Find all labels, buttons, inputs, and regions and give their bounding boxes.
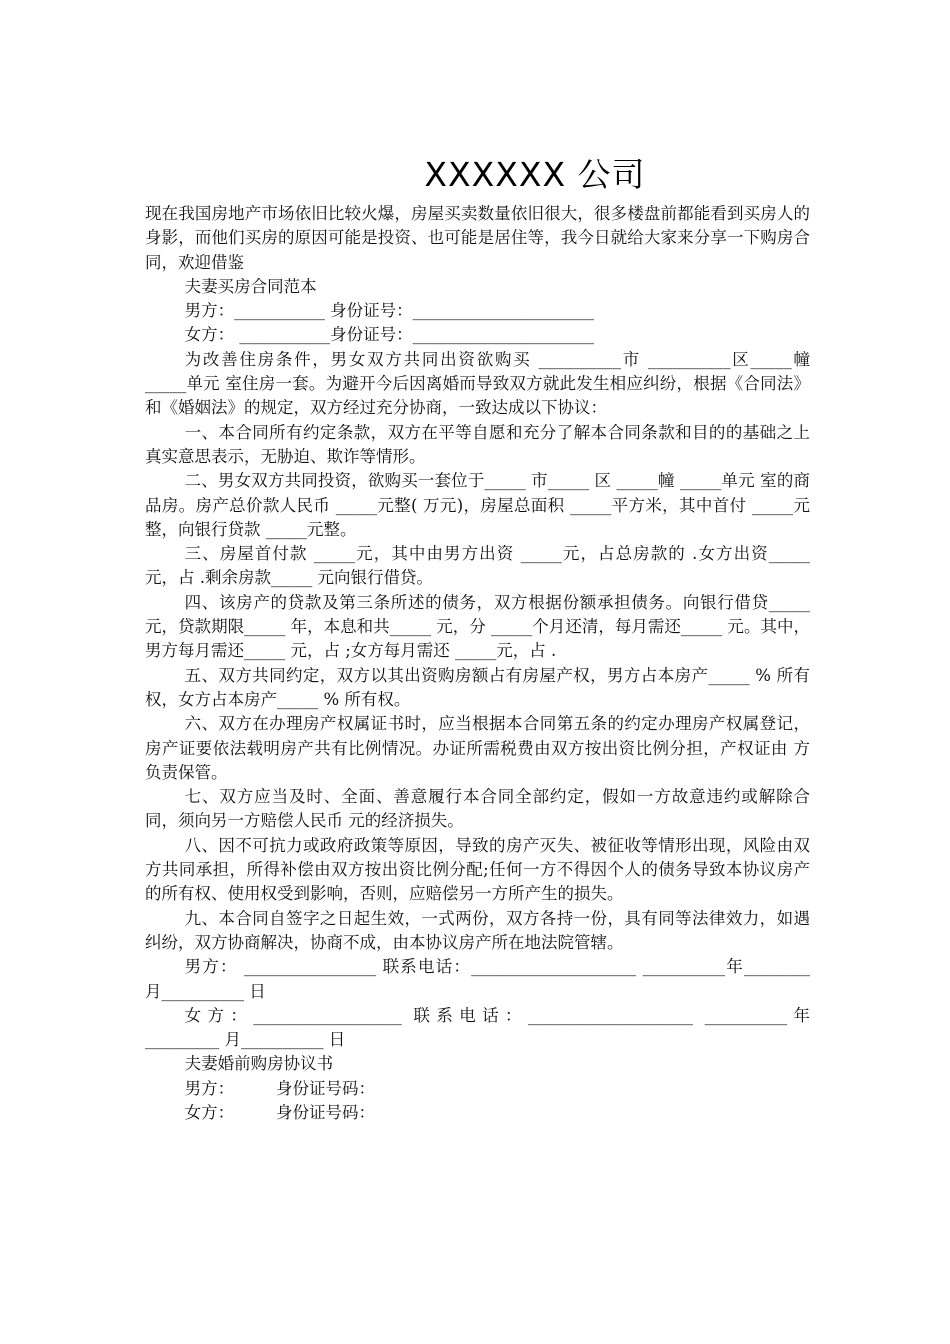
clause-paragraph: 六、双方在办理房产权属证书时，应当根据本合同第五条的约定办理房产权属登记，房产证要依法载明房产共有比例情况。办证所需税费由双方按出资比例分担，产权证由 方负责保管。 <box>145 714 810 782</box>
clause-paragraph: 四、该房产的贷款及第三条所述的债务，双方根据份额承担债务。向银行借贷_____ 元，贷款期限_____ 年，本息和共_____ 元，分 _____个月还清，每月需还_____ 元。其中，男方每月需还_____ 元，占 ;女方每月需还 _____元，占 . <box>145 592 810 661</box>
clause-paragraph: 三、房屋首付款 _____元，其中由男方出资 _____元，占总房款的 .女方出资_____ 元，占 .剩余房款_____ 元向银行借贷。 <box>145 544 810 588</box>
clause-paragraph: 七、双方应当及时、全面、善意履行本合同全部约定，假如一方故意违约或解除合同，须向另一方赔偿人民币 元的经济损失。 <box>145 787 810 831</box>
male-party-line: 男方：___________ 身份证号：______________________ <box>184 301 595 321</box>
document-body <box>145 202 810 1125</box>
male-signature-line: 男方： ________________ 联系电话：____________________ __________年________ 月__________ 日 <box>145 957 810 1001</box>
female-id-line: 女方： 身份证号码： <box>184 1102 376 1122</box>
male-id-line: 男方： 身份证号码： <box>184 1078 376 1098</box>
prenup-heading: 夫妻婚前购房协议书 <box>184 1054 334 1074</box>
female-party-line: 女方： ___________身份证号：______________________ <box>184 325 595 345</box>
intro-paragraph: 现在我国房地产市场依旧比较火爆，房屋买卖数量依旧很大，很多楼盘前都能看到买房人的身影，而他们买房的原因可能是投资、也可能是居住等，我今日就给大家来分享一下购房合同，欢迎借鉴 <box>145 204 810 272</box>
clause-paragraph: 一、本合同所有约定条款，双方在平等自愿和充分了解本合同条款和目的的基础之上真实意思表示，无胁迫、欺诈等情形。 <box>145 422 810 466</box>
clause-paragraph: 二、男女双方共同投资，欲购买一套位于_____ 市_____ 区 _____幢 _____单元 室的商品房。房产总价款人民币 _____元整( 万元)，房屋总面积 _____平方米，其中首付 _____元整，向银行贷款 _____元整。 <box>145 471 810 539</box>
contract-heading: 夫妻买房合同范本 <box>184 276 317 296</box>
female-signature-line: 女方：__________________ 联系电话：____________________ __________年_________ 月__________ 日 <box>145 1005 810 1050</box>
clause-paragraph: 八、因不可抗力或政府政策等原因，导致的房产灭失、被征收等情形出现，风险由双方共同承担，所得补偿由双方按出资比例分配;任何一方不得因个人的债务导致本协议房产的所有权、使用权受到影响，否则，应赔偿另一方所产生的损失。 <box>145 835 810 904</box>
clause-paragraph: 九、本合同自签字之日起生效，一式两份，双方各持一份，具有同等法律效力，如遇纠纷，双方协商解决，协商不成，由本协议房产所在地法院管辖。 <box>145 908 810 952</box>
clause-paragraph: 五、双方共同约定，双方以其出资购房额占有房屋产权，男方占本房产_____ % 所有权，女方占本房产_____ % 所有权。 <box>145 665 810 709</box>
preamble-paragraph: 为改善住房条件，男女双方共同出资欲购买 __________市 __________区_____幢 _____单元 室住房一套。为避开今后因离婚而导致双方就此发生相应纠纷，根据《合同法》和《婚姻法》的规定，双方经过充分协商，一致达成以下协议： <box>145 349 810 418</box>
document-title: XXXXXX 公司 <box>424 155 646 194</box>
